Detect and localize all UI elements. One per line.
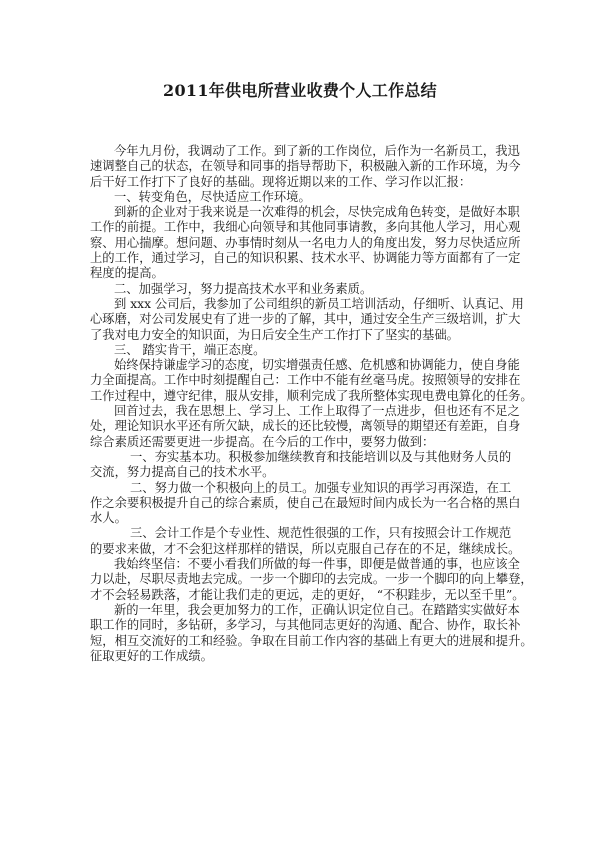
text-line: 上的工作，通过学习，自己的知识积累、技术水平、协调能力等方面都有了一定 — [90, 251, 521, 266]
text-line: 我始终坚信：不要小看我们所做的每一件事，即便是做普通的事，也应该全 — [114, 557, 520, 572]
section-heading: 二、加强学习，努力提高技术水平和业务素质。 — [114, 281, 373, 296]
text-line: 工作的前提。工作中，我细心向领导和其他同事请教，多向其他人学习，用心观 — [90, 220, 521, 235]
text-line: 综合素质还需要更进一步提高。在今后的工作中，要努力做到： — [90, 434, 435, 449]
text-line: 一、夯实基本功。积极参加继续教育和技能培训以及与其他财务人员的 — [130, 449, 512, 464]
text-line: 二、努力做一个积极向上的员工。加强专业知识的再学习再深造，在工 — [130, 480, 512, 495]
section-heading: 三、 踏实肯干，端正态度。 — [114, 342, 266, 357]
text-line: 始终保持谦虚学习的态度，切实增强责任感、危机感和协调能力，使自身能 — [114, 358, 520, 373]
text-line: 作之余要积极提升自己的综合素质，使自己在最短时间内成长为一名合格的黑白 — [90, 495, 521, 510]
text-line: 今年九月份，我调动了工作。到了新的工作岗位，后作为一名新员工，我迅 — [114, 144, 520, 158]
text-line: 了我对电力安全的知识面，为日后安全生产工作打下了坚实的基础。 — [90, 327, 459, 342]
document-body — [90, 144, 533, 664]
text-line: 心琢磨，对公司发展史有了进一步的了解，其中，通过安全生产三级培训，扩大 — [90, 312, 521, 327]
text-line: 力以赴，尽职尽责地去完成。一步一个脚印的去完成。一步一个脚印的向上攀登， — [90, 572, 533, 587]
text-line: 水人。 — [90, 511, 127, 526]
text-line: 职工作的同时，多钻研，多学习，与其他同志更好的沟通、配合、协作，取长补 — [90, 618, 521, 633]
text-line: 工作过程中，遵守纪律，服从安排，顺利完成了我所整体实现电费电算化的任务。 — [90, 388, 533, 403]
text-line: 回首过去，我在思想上、学习上、工作上取得了一点进步，但也还有不足之 — [114, 404, 520, 419]
document-title: 2011年供电所营业收费个人工作总结 — [163, 81, 437, 100]
text-line: 新的一年里，我会更加努力的工作，正确认识定位自己。在踏踏实实做好本 — [114, 602, 520, 617]
text-line: 交流，努力提高自己的技术水平。 — [90, 465, 275, 480]
text-line: 三、会计工作是个专业性、规范性很强的工作，只有按照会计工作规范 — [130, 526, 512, 541]
text-line: 程度的提高。 — [90, 266, 164, 281]
text-line: 到 xxx 公司后，我参加了公司组织的新员工培训活动，仔细听、认真记、用 — [114, 296, 524, 311]
text-line: 征取更好的工作成绩。 — [90, 648, 213, 663]
text-line: 力全面提高。工作中时刻提醒自己：工作中不能有丝毫马虎。按照领导的安排在 — [90, 373, 521, 388]
text-line: 后干好工作打下了良好的基础。现将近期以来的工作、学习作以汇报： — [90, 174, 472, 189]
text-line: 的要求来做，才不会犯这样那样的错误，所以克服自己存在的不足，继续成长。 — [90, 541, 521, 556]
text-line: 处，理论知识水平还有所欠缺，成长的还比较慢，离领导的期望还有差距，自身 — [90, 419, 521, 434]
text-line: 才不会轻易跌落，才能让我们走的更远，走的更好， “不积跬步，无以至千里”。 — [90, 587, 525, 602]
text-line: 到新的企业对于我来说是一次难得的机会，尽快完成角色转变，是做好本职 — [114, 205, 520, 220]
text-line: 短，相互交流好的工和经验。争取在目前工作内容的基础上有更大的进展和提升。 — [90, 633, 533, 648]
section-heading: 一、转变角色，尽快适应工作环境。 — [114, 189, 311, 204]
text-line: 速调整自己的状态，在领导和同事的指导帮助下，积极融入新的工作环境，为今 — [90, 159, 521, 174]
text-line: 察、用心揣摩。想问题、办事情时刻从一名电力人的角度出发，努力尽快适应所 — [90, 235, 521, 250]
